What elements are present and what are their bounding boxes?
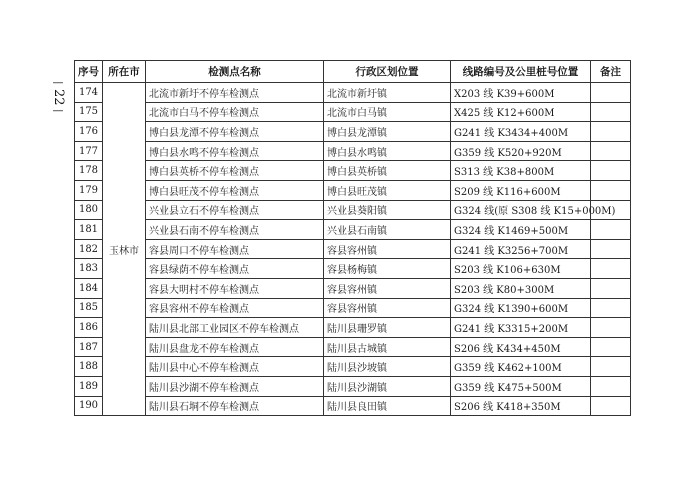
- admin-location: 博白县水鸣镇: [324, 141, 451, 161]
- table-header-row: [75, 61, 631, 83]
- checkpoint-name: 容县绿荫不停车检测点: [146, 259, 324, 279]
- note-cell: [591, 376, 631, 396]
- table-row: [75, 396, 631, 416]
- route-position: G241 线 K3256+700M: [451, 239, 591, 259]
- header-location: 行政区划位置: [324, 61, 451, 83]
- page-number-text: 22: [51, 89, 66, 106]
- note-cell: [591, 318, 631, 338]
- note-cell: [591, 357, 631, 377]
- row-number: 185: [75, 298, 103, 318]
- table-row: [75, 180, 631, 200]
- note-cell: [591, 83, 631, 103]
- route-position: S206 线 K434+450M: [451, 337, 591, 357]
- admin-location: 陆川县良田镇: [324, 396, 451, 416]
- admin-location: 博白县龙潭镇: [324, 122, 451, 142]
- row-number: 186: [75, 318, 103, 338]
- table-row: [75, 278, 631, 298]
- note-cell: [591, 278, 631, 298]
- admin-location: 北流市新圩镇: [324, 83, 451, 103]
- table-row: [75, 318, 631, 338]
- row-number: 182: [75, 239, 103, 259]
- row-number: 183: [75, 259, 103, 279]
- checkpoint-name: 兴业县石南不停车检测点: [146, 220, 324, 240]
- table-row: [75, 357, 631, 377]
- header-name: 检测点名称: [146, 61, 324, 83]
- admin-location: 容县容州镇: [324, 298, 451, 318]
- route-position: G241 线 K3315+200M: [451, 318, 591, 338]
- row-number: 187: [75, 337, 103, 357]
- row-number: 175: [75, 102, 103, 122]
- row-number: 181: [75, 220, 103, 240]
- table-row: [75, 259, 631, 279]
- row-number: 174: [75, 83, 103, 103]
- row-number: 178: [75, 161, 103, 181]
- checkpoint-name: 陆川县石垌不停车检测点: [146, 396, 324, 416]
- checkpoint-name: 容县周口不停车检测点: [146, 239, 324, 259]
- table-row: [75, 220, 631, 240]
- admin-location: 陆川县沙湖镇: [324, 376, 451, 396]
- route-position: G241 线 K3434+400M: [451, 122, 591, 142]
- admin-location: 博白县英桥镇: [324, 161, 451, 181]
- city-cell: 玉林市: [103, 83, 146, 416]
- note-cell: [591, 161, 631, 181]
- note-cell: [591, 259, 631, 279]
- row-number: 179: [75, 180, 103, 200]
- row-number: 176: [75, 122, 103, 142]
- table-row: [75, 376, 631, 396]
- row-number: 189: [75, 376, 103, 396]
- checkpoint-name: 陆川县中心不停车检测点: [146, 357, 324, 377]
- admin-location: 兴业县葵阳镇: [324, 200, 451, 220]
- header-no: 序号: [75, 61, 103, 83]
- admin-location: 容县容州镇: [324, 239, 451, 259]
- note-cell: [591, 298, 631, 318]
- admin-location: 博白县旺茂镇: [324, 180, 451, 200]
- table-row: [75, 200, 631, 220]
- note-cell: [591, 180, 631, 200]
- route-position: S209 线 K116+600M: [451, 180, 591, 200]
- admin-location: 北流市白马镇: [324, 102, 451, 122]
- checkpoint-name: 北流市白马不停车检测点: [146, 102, 324, 122]
- admin-location: 陆川县珊罗镇: [324, 318, 451, 338]
- note-cell: [591, 141, 631, 161]
- route-position: X425 线 K12+600M: [451, 102, 591, 122]
- table-row: [75, 122, 631, 142]
- route-position: G324 线 K1469+500M: [451, 220, 591, 240]
- row-number: 180: [75, 200, 103, 220]
- note-cell: [591, 337, 631, 357]
- header-city: 所在市: [103, 61, 146, 83]
- route-position: X203 线 K39+600M: [451, 83, 591, 103]
- table-row: [75, 298, 631, 318]
- note-cell: [591, 239, 631, 259]
- admin-location: 兴业县石南镇: [324, 220, 451, 240]
- route-position: S203 线 K80+300M: [451, 278, 591, 298]
- checkpoint-name: 兴业县立石不停车检测点: [146, 200, 324, 220]
- checkpoint-name: 陆川县盘龙不停车检测点: [146, 337, 324, 357]
- route-position: G324 线(原 S308 线 K15+000M): [451, 200, 591, 220]
- table-row: [75, 337, 631, 357]
- row-number: 190: [75, 396, 103, 416]
- route-position: G359 线 K520+920M: [451, 141, 591, 161]
- checkpoint-name: 陆川县北部工业园区不停车检测点: [146, 318, 324, 338]
- header-route: 线路编号及公里桩号位置: [451, 61, 591, 83]
- checkpoint-name: 北流市新圩不停车检测点: [146, 83, 324, 103]
- table-row: [75, 83, 631, 103]
- note-cell: [591, 122, 631, 142]
- row-number: 188: [75, 357, 103, 377]
- admin-location: 陆川县沙坡镇: [324, 357, 451, 377]
- header-note: 备注: [591, 61, 631, 83]
- route-position: S313 线 K38+800M: [451, 161, 591, 181]
- row-number: 177: [75, 141, 103, 161]
- table-row: [75, 141, 631, 161]
- admin-location: 陆川县古城镇: [324, 337, 451, 357]
- note-cell: [591, 220, 631, 240]
- route-position: S203 线 K106+630M: [451, 259, 591, 279]
- admin-location: 容县容州镇: [324, 278, 451, 298]
- checkpoint-name: 容县大明村不停车检测点: [146, 278, 324, 298]
- row-number: 184: [75, 278, 103, 298]
- checkpoint-name: 博白县龙潭不停车检测点: [146, 122, 324, 142]
- table-row: [75, 161, 631, 181]
- route-position: G324 线 K1390+600M: [451, 298, 591, 318]
- checkpoint-name: 陆川县沙湖不停车检测点: [146, 376, 324, 396]
- checkpoint-name: 博白县水鸣不停车检测点: [146, 141, 324, 161]
- table-row: [75, 239, 631, 259]
- checkpoint-name: 博白县旺茂不停车检测点: [146, 180, 324, 200]
- note-cell: [591, 396, 631, 416]
- checkpoint-name: 博白县英桥不停车检测点: [146, 161, 324, 181]
- admin-location: 容县杨梅镇: [324, 259, 451, 279]
- route-position: S206 线 K418+350M: [451, 396, 591, 416]
- note-cell: [591, 102, 631, 122]
- route-position: G359 线 K475+500M: [451, 376, 591, 396]
- table-row: [75, 102, 631, 122]
- page-number: — 22 —: [51, 76, 66, 117]
- checkpoint-name: 容县容州不停车检测点: [146, 298, 324, 318]
- checkpoint-table: [74, 60, 631, 416]
- route-position: G359 线 K462+100M: [451, 357, 591, 377]
